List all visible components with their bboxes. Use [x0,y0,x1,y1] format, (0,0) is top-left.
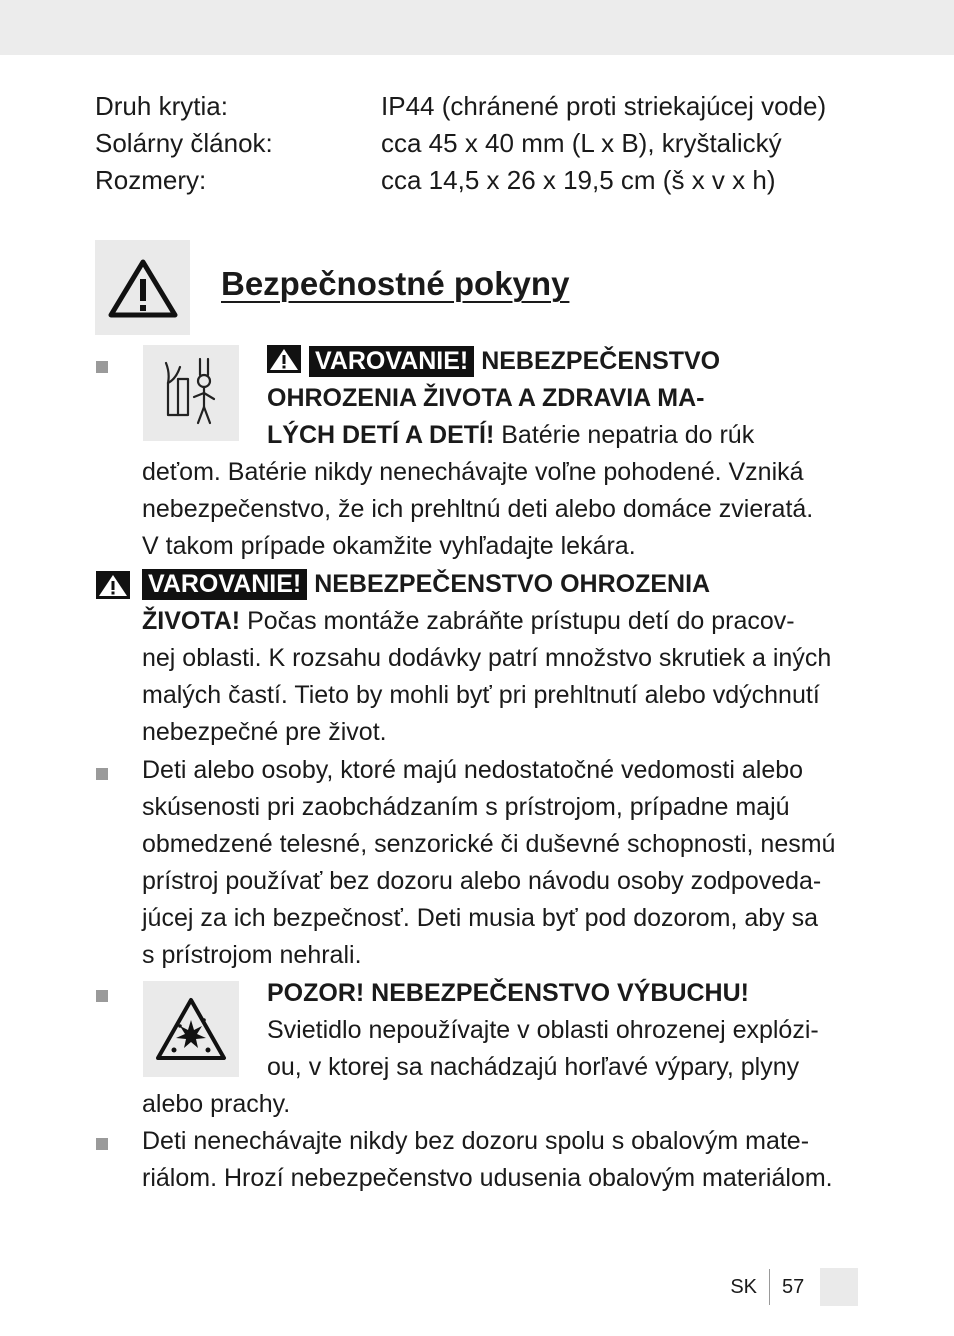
bullet-marker [96,1138,108,1150]
para-line: V takom prípade okamžite vyhľadajte lekára. [142,532,636,560]
header-band [0,0,954,55]
spec-table [95,88,826,199]
para-line: obmedzené telesné, senzorické či duševné schopnosti, nesmú [142,830,836,858]
persons-paragraph [142,752,867,974]
para-line [142,603,867,640]
para-line: nebezpečné pre život. [142,718,387,746]
spec-row [95,88,826,125]
para-line: ou, v ktorej sa nachádzajú horľavé výpary, plyny [267,1053,800,1081]
para-text: Počas montáže zabráňte prístupu detí do pracov- [240,607,795,635]
para-line [142,343,867,380]
para-line: alebo prachy. [142,1090,291,1118]
para-line: nebezpečenstvo, že ich prehltnú deti alebo domáce zvieratá. [142,495,814,523]
para-line: prístroj používať bez dozoru alebo návodu osoby zodpoveda- [142,867,822,895]
bullet-marker [96,990,108,1002]
explosion-paragraph [142,975,867,1123]
spec-value: IP44 (chránené proti striekajúcej vode) [381,91,827,121]
packaging-paragraph [142,1123,867,1197]
warning-tag: VAROVANIE! [309,346,474,377]
para-line: nej oblasti. K rozsahu dodávky patrí množstvo skrutiek a iných [142,644,832,672]
spec-row [95,162,826,199]
warning-mount-paragraph [142,566,867,751]
section-warning-box [95,240,190,335]
para-line: deťom. Batérie nikdy nenechávajte voľne pohodené. Vzniká [142,458,804,486]
para-text: Batérie nepatria do rúk [494,421,755,449]
warning-heading: POZOR! NEBEZPEČENSTVO VÝBUCHU! [267,979,749,1007]
para-line: Deti alebo osoby, ktoré majú nedostatočné vedomosti alebo [142,756,804,784]
spec-value: cca 14,5 x 26 x 19,5 cm (š x v x h) [381,165,776,195]
para-line: s prístrojom nehrali. [142,941,362,969]
page-number: 57 [782,1275,805,1298]
para-line: malých častí. Tieto by mohli byť pri prehltnutí alebo vdýchnutí [142,681,820,709]
warning-heading: OHROZENIA ŽIVOTA A ZDRAVIA MA- [267,384,705,412]
section-title: Bezpečnostné pokyny [221,265,570,302]
warning-heading: NEBEZPEČENSTVO OHROZENIA [314,570,711,598]
warning-heading: ŽIVOTA! [142,607,241,635]
para-line: Svietidlo nepoužívajte v oblasti ohrozenej explózi- [267,1016,819,1044]
para-line: Deti nenechávajte nikdy bez dozoru spolu s obalovým mate- [142,1127,810,1155]
bullet-marker [96,361,108,373]
spec-label: Rozmery: [95,165,207,195]
page-tab-marker [820,1268,858,1306]
warning-child-paragraph [142,343,867,565]
bullet-marker [96,768,108,780]
warning-heading: LÝCH DETÍ A DETÍ! [267,421,495,449]
page-footer [730,1268,858,1306]
spec-value: cca 45 x 40 mm (L x B), kryštalický [381,128,782,158]
para-line: júcej za ich bezpečnosť. Deti musia byť pod dozorom, aby sa [142,904,819,932]
warning-triangle-icon [96,570,130,600]
language-code: SK [730,1275,757,1298]
warning-triangle-icon [267,345,301,373]
para-line: riálom. Hrozí nebezpečenstvo udusenia obalovým materiálom. [142,1164,833,1192]
spec-label: Druh krytia: [95,91,228,121]
warning-heading: NEBEZPEČENSTVO [481,347,721,375]
para-line: skúsenosti pri zaobchádzaním s prístrojom, prípadne majú [142,793,790,821]
warning-tag: VAROVANIE! [142,569,307,600]
warning-triangle-icon [107,257,179,319]
para-line [142,417,867,454]
spec-row [95,125,826,162]
spec-label: Solárny článok: [95,128,273,158]
para-line [142,566,867,603]
